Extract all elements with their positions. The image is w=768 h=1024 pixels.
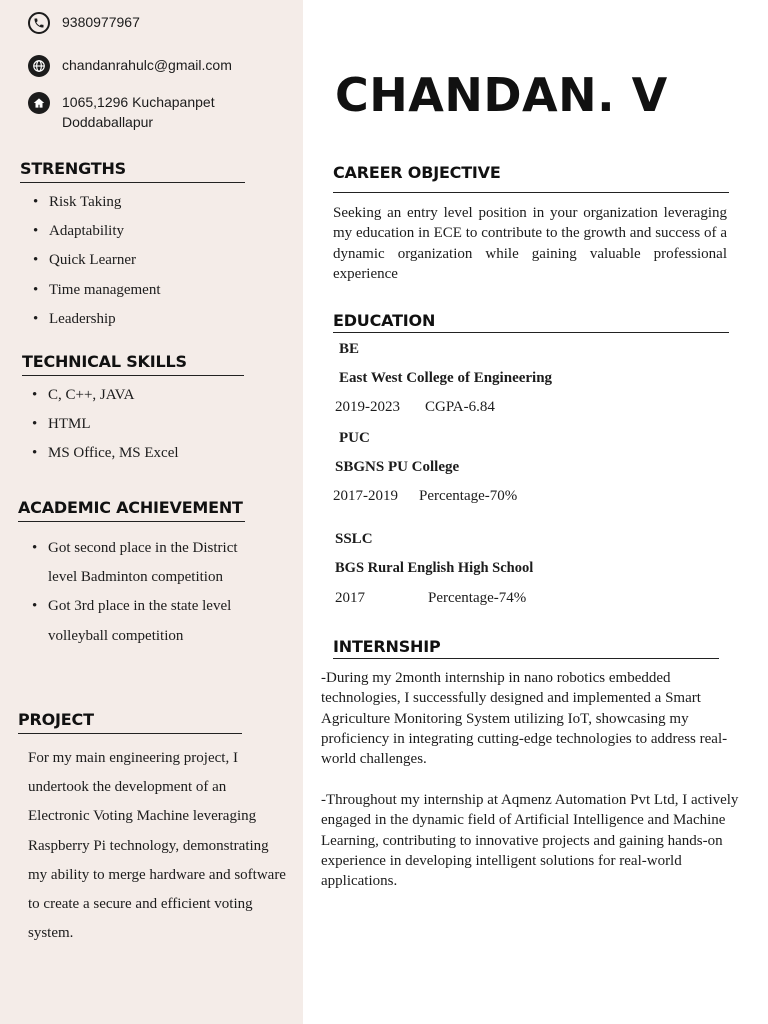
list-item: • Quick Learner xyxy=(33,246,283,275)
sidebar xyxy=(0,0,303,1024)
internship-paragraph-2: -Throughout my internship at Aqmenz Automation Pvt Ltd, I actively engaged in the dynamic field of Artificial Intelligence and Machine Learning, contributing to innovative projects and gaining hands-on experience in developing intelligent solutions for real-world applications. xyxy=(321,792,739,890)
education-years-puc: 2017-2019 xyxy=(333,488,398,504)
home-icon xyxy=(28,92,50,114)
list-item: • MS Office, MS Excel xyxy=(32,439,282,468)
address-line-2: Doddaballapur xyxy=(62,114,154,130)
education-score-be: CGPA-6.84 xyxy=(425,399,495,415)
academic-achievement-heading: ACADEMIC ACHIEVEMENT xyxy=(18,498,245,522)
career-objective-text: Seeking an entry level position in your organization leveraging my education in ECE to contribute to the growth and success of a dynamic organization while gaining valuable professional experience xyxy=(333,205,727,282)
project-heading: PROJECT xyxy=(18,710,242,734)
address-line-1: 1065,1296 Kuchapanpet xyxy=(62,94,215,110)
list-item: • Risk Taking xyxy=(33,188,283,217)
email-address: chandanrahulc@gmail.com xyxy=(62,57,232,73)
contact-address xyxy=(28,92,215,132)
list-item: • Time management xyxy=(33,276,283,305)
academic-achievement-list xyxy=(32,534,254,651)
strengths-list xyxy=(33,188,283,334)
list-item: • Got 3rd place in the state level volleyball competition xyxy=(32,592,254,650)
technical-skills-list xyxy=(32,381,282,469)
technical-skills-heading: TECHNICAL SKILLS xyxy=(22,352,244,376)
contact-phone xyxy=(28,12,140,34)
education-score-puc: Percentage-70% xyxy=(419,488,518,504)
candidate-name: CHANDAN. V xyxy=(335,68,668,122)
globe-icon xyxy=(28,55,50,77)
education-degree-puc: PUC xyxy=(339,430,370,446)
contact-email xyxy=(28,55,232,77)
list-item: • Adaptability xyxy=(33,217,283,246)
education-institution-sslc: BGS Rural English High School xyxy=(335,560,534,576)
education-years-be: 2019-2023 xyxy=(335,399,400,415)
education-institution-puc: SBGNS PU College xyxy=(335,459,460,475)
list-item: • HTML xyxy=(32,410,282,439)
phone-number: 9380977967 xyxy=(62,14,140,30)
main-content xyxy=(303,0,768,1024)
education-institution-be: East West College of Engineering xyxy=(339,370,553,386)
education-heading: EDUCATION xyxy=(333,311,729,333)
project-description: For my main engineering project, I undertook the development of an Electronic Voting Machine leveraging Raspberry Pi technology, demonstrating my ability to merge hardware and software to create a secure and efficient voting system. xyxy=(28,750,286,942)
strengths-heading: STRENGTHS xyxy=(20,159,245,183)
list-item: • Got second place in the District level Badminton competition xyxy=(32,534,254,592)
education-years-sslc: 2017 xyxy=(335,590,365,606)
address xyxy=(62,92,215,132)
internship-heading: INTERNSHIP xyxy=(333,637,719,659)
education-degree-sslc: SSLC xyxy=(335,531,373,547)
education-degree-be: BE xyxy=(339,341,360,357)
phone-icon xyxy=(28,12,50,34)
career-objective-heading: CAREER OBJECTIVE xyxy=(333,163,729,193)
education-score-sslc: Percentage-74% xyxy=(428,590,527,606)
list-item: • C, C++, JAVA xyxy=(32,381,282,410)
list-item: • Leadership xyxy=(33,305,283,334)
internship-paragraph-1: -During my 2month internship in nano robotics embedded technologies, I successfully designed and implemented a Smart Agriculture Monitoring System utilizing IoT, showcasing my proficiency in integrating cutting-edge technologies to address real-world challenges. xyxy=(321,670,728,768)
